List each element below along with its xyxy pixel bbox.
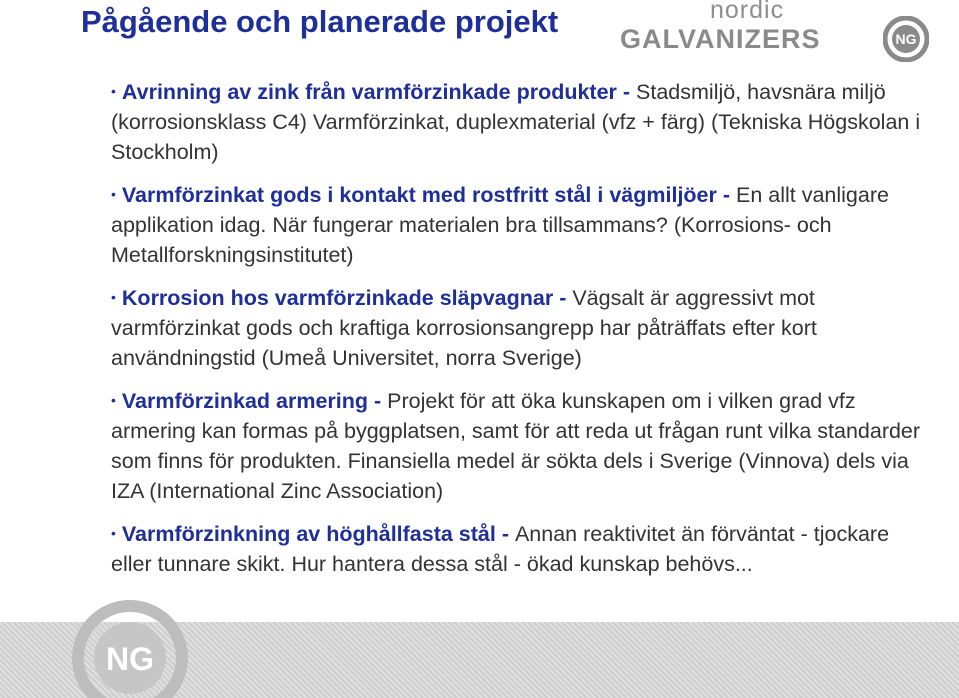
item-separator: - bbox=[368, 389, 388, 413]
item-separator: - bbox=[716, 183, 736, 207]
item-separator: - bbox=[495, 522, 515, 546]
list-item bbox=[111, 518, 931, 579]
item-heading: Varmförzinkad armering bbox=[121, 389, 369, 413]
list-item bbox=[111, 282, 931, 373]
list-item bbox=[111, 179, 931, 270]
bullet-list bbox=[111, 76, 931, 591]
slide-title: Pågående och planerade projekt bbox=[81, 4, 559, 39]
item-heading: Korrosion hos varmförzinkade släpvagnar bbox=[121, 286, 554, 310]
bullet-marker: • bbox=[111, 83, 116, 99]
item-heading: Avrinning av zink från varmförzinkade produkter bbox=[121, 80, 617, 104]
item-separator: - bbox=[553, 286, 573, 310]
item-separator: - bbox=[616, 80, 637, 104]
item-body: Projekt för att öka kunskapen om i vilken grad vfz armering kan formas på byggplatsen, samt för att reda ut frågan runt vilka standarder som finns för produkten. Finansiella medel är sökta dels i Sverige (Vinnova) dels via IZA (International Zinc Association) bbox=[111, 389, 921, 503]
bullet-marker: • bbox=[111, 525, 116, 541]
logo-nordic-text: nordic bbox=[710, 0, 785, 24]
item-body: Vägsalt är aggressivt mot varmförzinkat gods och kraftiga korrosionsangrepp har påträffats efter kort användningstid (Umeå Universitet, norra Sverige) bbox=[111, 286, 817, 370]
watermark-initials: NG bbox=[106, 641, 154, 677]
ng-watermark-icon bbox=[70, 598, 190, 698]
logo-galvanizers-text: GALVANIZERS bbox=[620, 24, 821, 54]
item-heading: Varmförzinkat gods i kontakt med rostfritt stål i vägmiljöer bbox=[121, 183, 717, 207]
bullet-marker: • bbox=[111, 392, 116, 408]
ng-logo-icon bbox=[883, 16, 929, 62]
item-body: Annan reaktivitet än förväntat - tjockare eller tunnare skikt. Hur hantera dessa stål - ökad kunskap behövs... bbox=[111, 522, 890, 576]
logo-mark-initials: NG bbox=[895, 31, 917, 47]
item-body: Stadsmiljö, havsnära miljö (korrosionsklass C4) Varmförzinkat, duplexmaterial (vfz + färg) (Tekniska Högskolan i Stockholm) bbox=[111, 80, 921, 164]
bullet-marker: • bbox=[111, 186, 116, 202]
bullet-marker: • bbox=[111, 289, 116, 305]
item-body: En allt vanligare applikation idag. När fungerar materialen bra tillsammans? (Korrosions- och Metallforskningsinstitutet) bbox=[111, 183, 889, 267]
item-heading: Varmförzinkning av höghållfasta stål bbox=[121, 522, 496, 546]
list-item bbox=[111, 385, 931, 506]
nordic-galvanizers-logo bbox=[620, 2, 940, 62]
list-item bbox=[111, 76, 931, 167]
